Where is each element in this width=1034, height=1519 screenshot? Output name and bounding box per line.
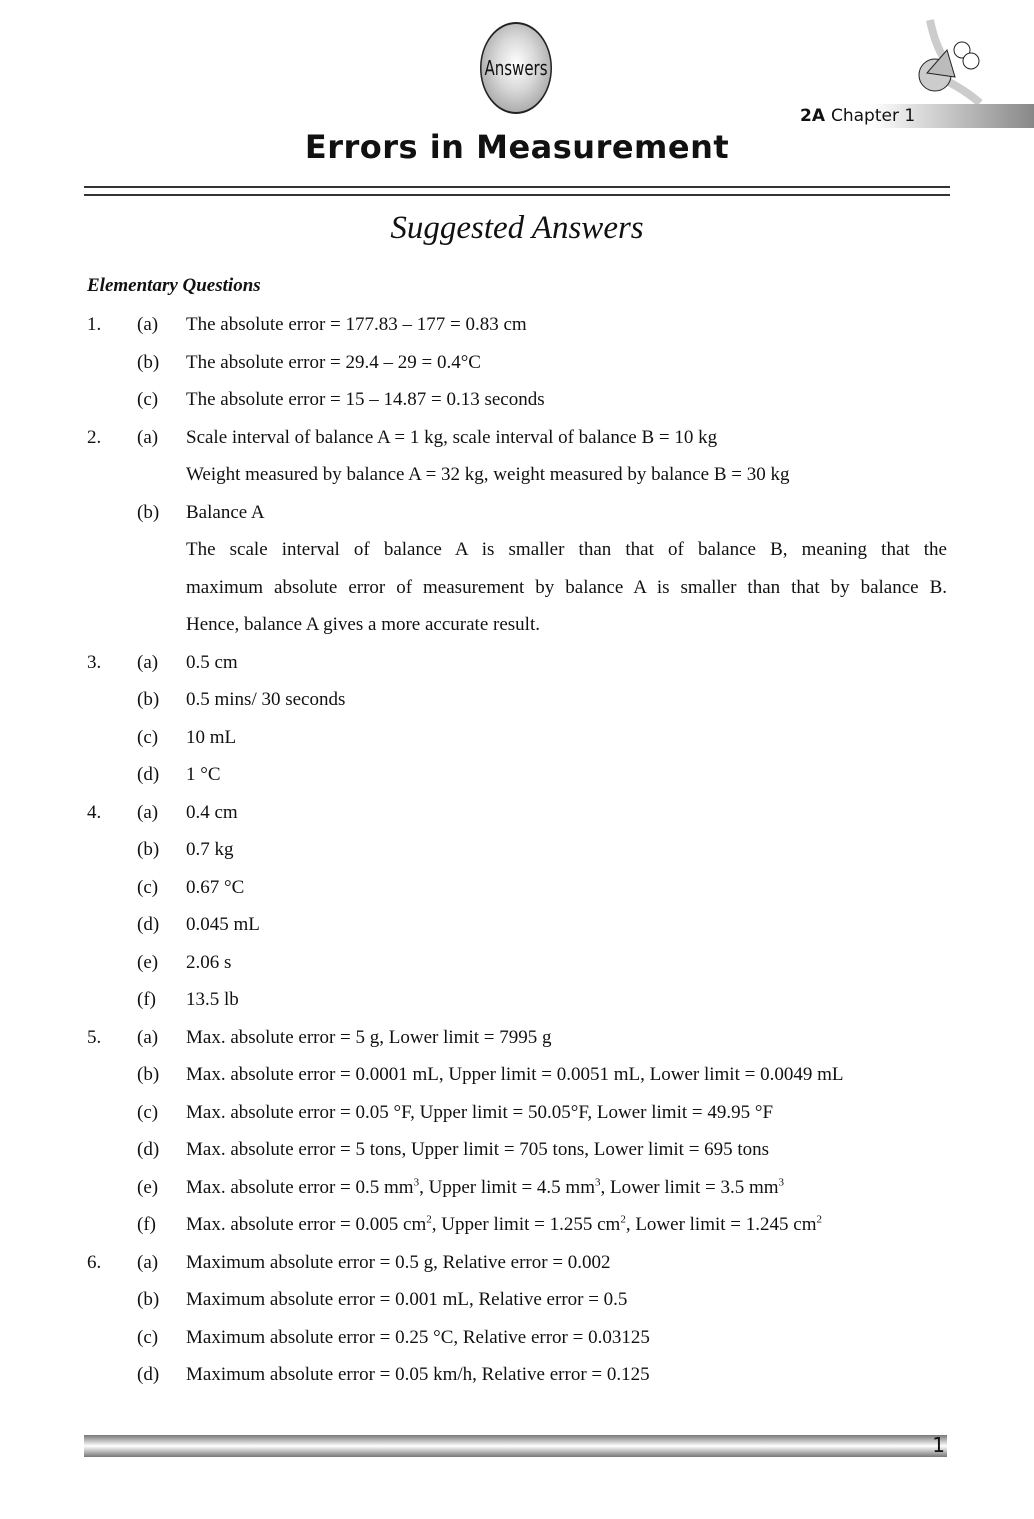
part-label: (f) (137, 1214, 156, 1235)
answer-row (0, 1094, 1034, 1132)
question-number: 2. (87, 426, 102, 448)
part-label: (a) (137, 314, 159, 335)
text-segment: , Upper limit = 1.255 cm (431, 1214, 621, 1235)
answer-row (0, 981, 1034, 1019)
text-segment: Max. absolute error = 0.005 cm (186, 1214, 427, 1235)
text-segment: The absolute error = 15 – 14.87 = 0.13 seconds (186, 389, 545, 410)
question-number: 3. (87, 651, 102, 673)
answer-row (0, 306, 1034, 344)
answer-text (186, 1281, 947, 1319)
part-label: (b) (137, 1289, 160, 1310)
answer-row (0, 1019, 1034, 1057)
answer-text (186, 1319, 947, 1357)
answer-row (0, 719, 1034, 757)
answer-list (0, 306, 1034, 1394)
answer-row (0, 1244, 1034, 1282)
answer-text (186, 644, 947, 682)
chapter-tag (800, 104, 1034, 128)
answer-text (186, 719, 947, 757)
answer-text (186, 1244, 947, 1282)
part-label: (a) (137, 426, 159, 448)
text-segment: 10 mL (186, 726, 237, 748)
answer-row (0, 869, 1034, 907)
page-subtitle: Suggested Answers (390, 210, 644, 246)
text-segment: 0.4 cm (186, 801, 238, 823)
answer-row (0, 456, 1034, 494)
answer-text (186, 756, 947, 794)
page-title: Errors in Measurement (304, 128, 730, 166)
footer-bar (84, 1435, 947, 1457)
answer-text (186, 1356, 947, 1394)
answer-text (186, 1094, 947, 1132)
text-segment: Max. absolute error = 0.0001 mL, Upper limit = 0.0051 mL, Lower limit = 0.0049 mL (186, 1064, 844, 1085)
text-segment: Max. absolute error = 5 tons, Upper limit = 705 tons, Lower limit = 695 tons (186, 1139, 770, 1160)
badge-label: Answers (484, 56, 548, 80)
question-number: 6. (87, 1251, 102, 1273)
part-label: (d) (137, 1364, 160, 1385)
text-segment: 1 °C (186, 764, 221, 785)
superscript: 3 (778, 1176, 785, 1189)
text-segment: 0.5 mins/ 30 seconds (186, 689, 346, 710)
answer-row (0, 344, 1034, 382)
section-heading: Elementary Questions (87, 275, 261, 296)
part-label: (d) (137, 764, 160, 785)
superscript: 3 (413, 1176, 420, 1189)
part-label: (a) (137, 801, 159, 823)
text-segment: Max. absolute error = 5 g, Lower limit = 7995 g (186, 1026, 552, 1048)
answers-badge (480, 22, 552, 114)
answer-row (0, 1356, 1034, 1394)
mascot-icon (905, 15, 985, 105)
answer-row (0, 794, 1034, 832)
part-label: (a) (137, 1251, 159, 1273)
text-segment: Maximum absolute error = 0.001 mL, Relative error = 0.5 (186, 1289, 628, 1310)
text-segment: 13.5 lb (186, 989, 239, 1010)
answer-row (0, 531, 1034, 569)
text-segment: The absolute error = 177.83 – 177 = 0.83 cm (186, 314, 527, 335)
answer-row (0, 644, 1034, 682)
answer-row (0, 381, 1034, 419)
part-label: (b) (137, 501, 160, 523)
answer-text (186, 1169, 947, 1207)
answer-text (186, 456, 947, 494)
text-segment: Weight measured by balance A = 32 kg, weight measured by balance B = 30 kg (186, 464, 790, 485)
answer-row (0, 1169, 1034, 1207)
part-label: (e) (137, 1176, 159, 1198)
part-label: (b) (137, 1064, 160, 1085)
question-number: 1. (87, 314, 102, 335)
part-label: (b) (137, 351, 160, 373)
part-label: (c) (137, 1101, 159, 1123)
superscript: 3 (595, 1176, 601, 1189)
question-number: 4. (87, 801, 102, 823)
answer-text (186, 381, 947, 419)
text-segment: 0.5 cm (186, 651, 238, 673)
text-segment: 0.7 kg (186, 839, 234, 860)
part-label: (c) (137, 389, 159, 410)
text-segment: Scale interval of balance A = 1 kg, scale interval of balance B = 10 kg (186, 426, 718, 448)
answer-row (0, 1056, 1034, 1094)
answer-text (186, 494, 947, 532)
answer-row (0, 1206, 1034, 1244)
answer-row (0, 419, 1034, 457)
part-label: (d) (137, 914, 160, 935)
chapter-label: Chapter 1 (831, 106, 916, 126)
answer-text (186, 606, 947, 644)
superscript: 2 (620, 1213, 626, 1226)
part-label: (f) (137, 989, 156, 1010)
part-label: (c) (137, 1326, 159, 1348)
answer-row (0, 681, 1034, 719)
answer-text (186, 569, 947, 607)
answer-text (186, 981, 947, 1019)
part-label: (c) (137, 726, 159, 748)
text-segment: The scale interval of balance A is smaller than that of balance B, meaning that the (186, 539, 947, 560)
text-segment: Maximum absolute error = 0.5 g, Relative error = 0.002 (186, 1251, 611, 1273)
answer-text (186, 794, 947, 832)
answer-text (186, 681, 947, 719)
text-segment: 0.67 °C (186, 876, 245, 898)
answer-row (0, 569, 1034, 607)
question-number: 5. (87, 1026, 102, 1048)
answer-row (0, 756, 1034, 794)
answer-text (186, 1131, 947, 1169)
part-label: (e) (137, 951, 159, 973)
text-segment: maximum absolute error of measurement by balance A is smaller than that by balance B. (186, 576, 947, 598)
answer-text (186, 1206, 947, 1244)
superscript: 2 (426, 1213, 432, 1226)
answer-row (0, 906, 1034, 944)
text-segment: 0.045 mL (186, 914, 260, 935)
text-segment: Max. absolute error = 0.05 °F, Upper limit = 50.05°F, Lower limit = 49.95 °F (186, 1101, 774, 1123)
answer-text (186, 906, 947, 944)
title-divider (84, 186, 950, 196)
answer-text (186, 1056, 947, 1094)
text-segment: , Lower limit = 1.245 cm (625, 1214, 817, 1235)
part-label: (b) (137, 839, 160, 860)
text-segment: The absolute error = 29.4 – 29 = 0.4°C (186, 351, 481, 373)
text-segment: Balance A (186, 501, 265, 523)
answer-row (0, 1131, 1034, 1169)
answer-text (186, 831, 947, 869)
answer-text (186, 344, 947, 382)
text-segment: Hence, balance A gives a more accurate result. (186, 614, 540, 635)
superscript: 2 (816, 1213, 822, 1226)
text-segment: 2.06 s (186, 951, 232, 973)
answer-text (186, 531, 947, 569)
part-label: (a) (137, 1026, 159, 1048)
answer-text (186, 306, 947, 344)
text-segment: , Upper limit = 4.5 mm (419, 1176, 595, 1198)
page-number: 1 (932, 1433, 945, 1457)
answer-row (0, 944, 1034, 982)
answer-row (0, 831, 1034, 869)
chapter-code: 2A (800, 106, 825, 126)
answer-text (186, 1019, 947, 1057)
part-label: (c) (137, 876, 159, 898)
part-label: (b) (137, 689, 160, 710)
answer-row (0, 606, 1034, 644)
part-label: (a) (137, 651, 159, 673)
answer-text (186, 869, 947, 907)
text-segment: Max. absolute error = 0.5 mm (186, 1176, 414, 1198)
answer-row (0, 1281, 1034, 1319)
text-segment: , Lower limit = 3.5 mm (600, 1176, 779, 1198)
answer-text (186, 419, 947, 457)
answer-row (0, 1319, 1034, 1357)
part-label: (d) (137, 1139, 160, 1160)
answer-text (186, 944, 947, 982)
answer-row (0, 494, 1034, 532)
text-segment: Maximum absolute error = 0.05 km/h, Relative error = 0.125 (186, 1364, 650, 1385)
text-segment: Maximum absolute error = 0.25 °C, Relative error = 0.03125 (186, 1326, 650, 1348)
